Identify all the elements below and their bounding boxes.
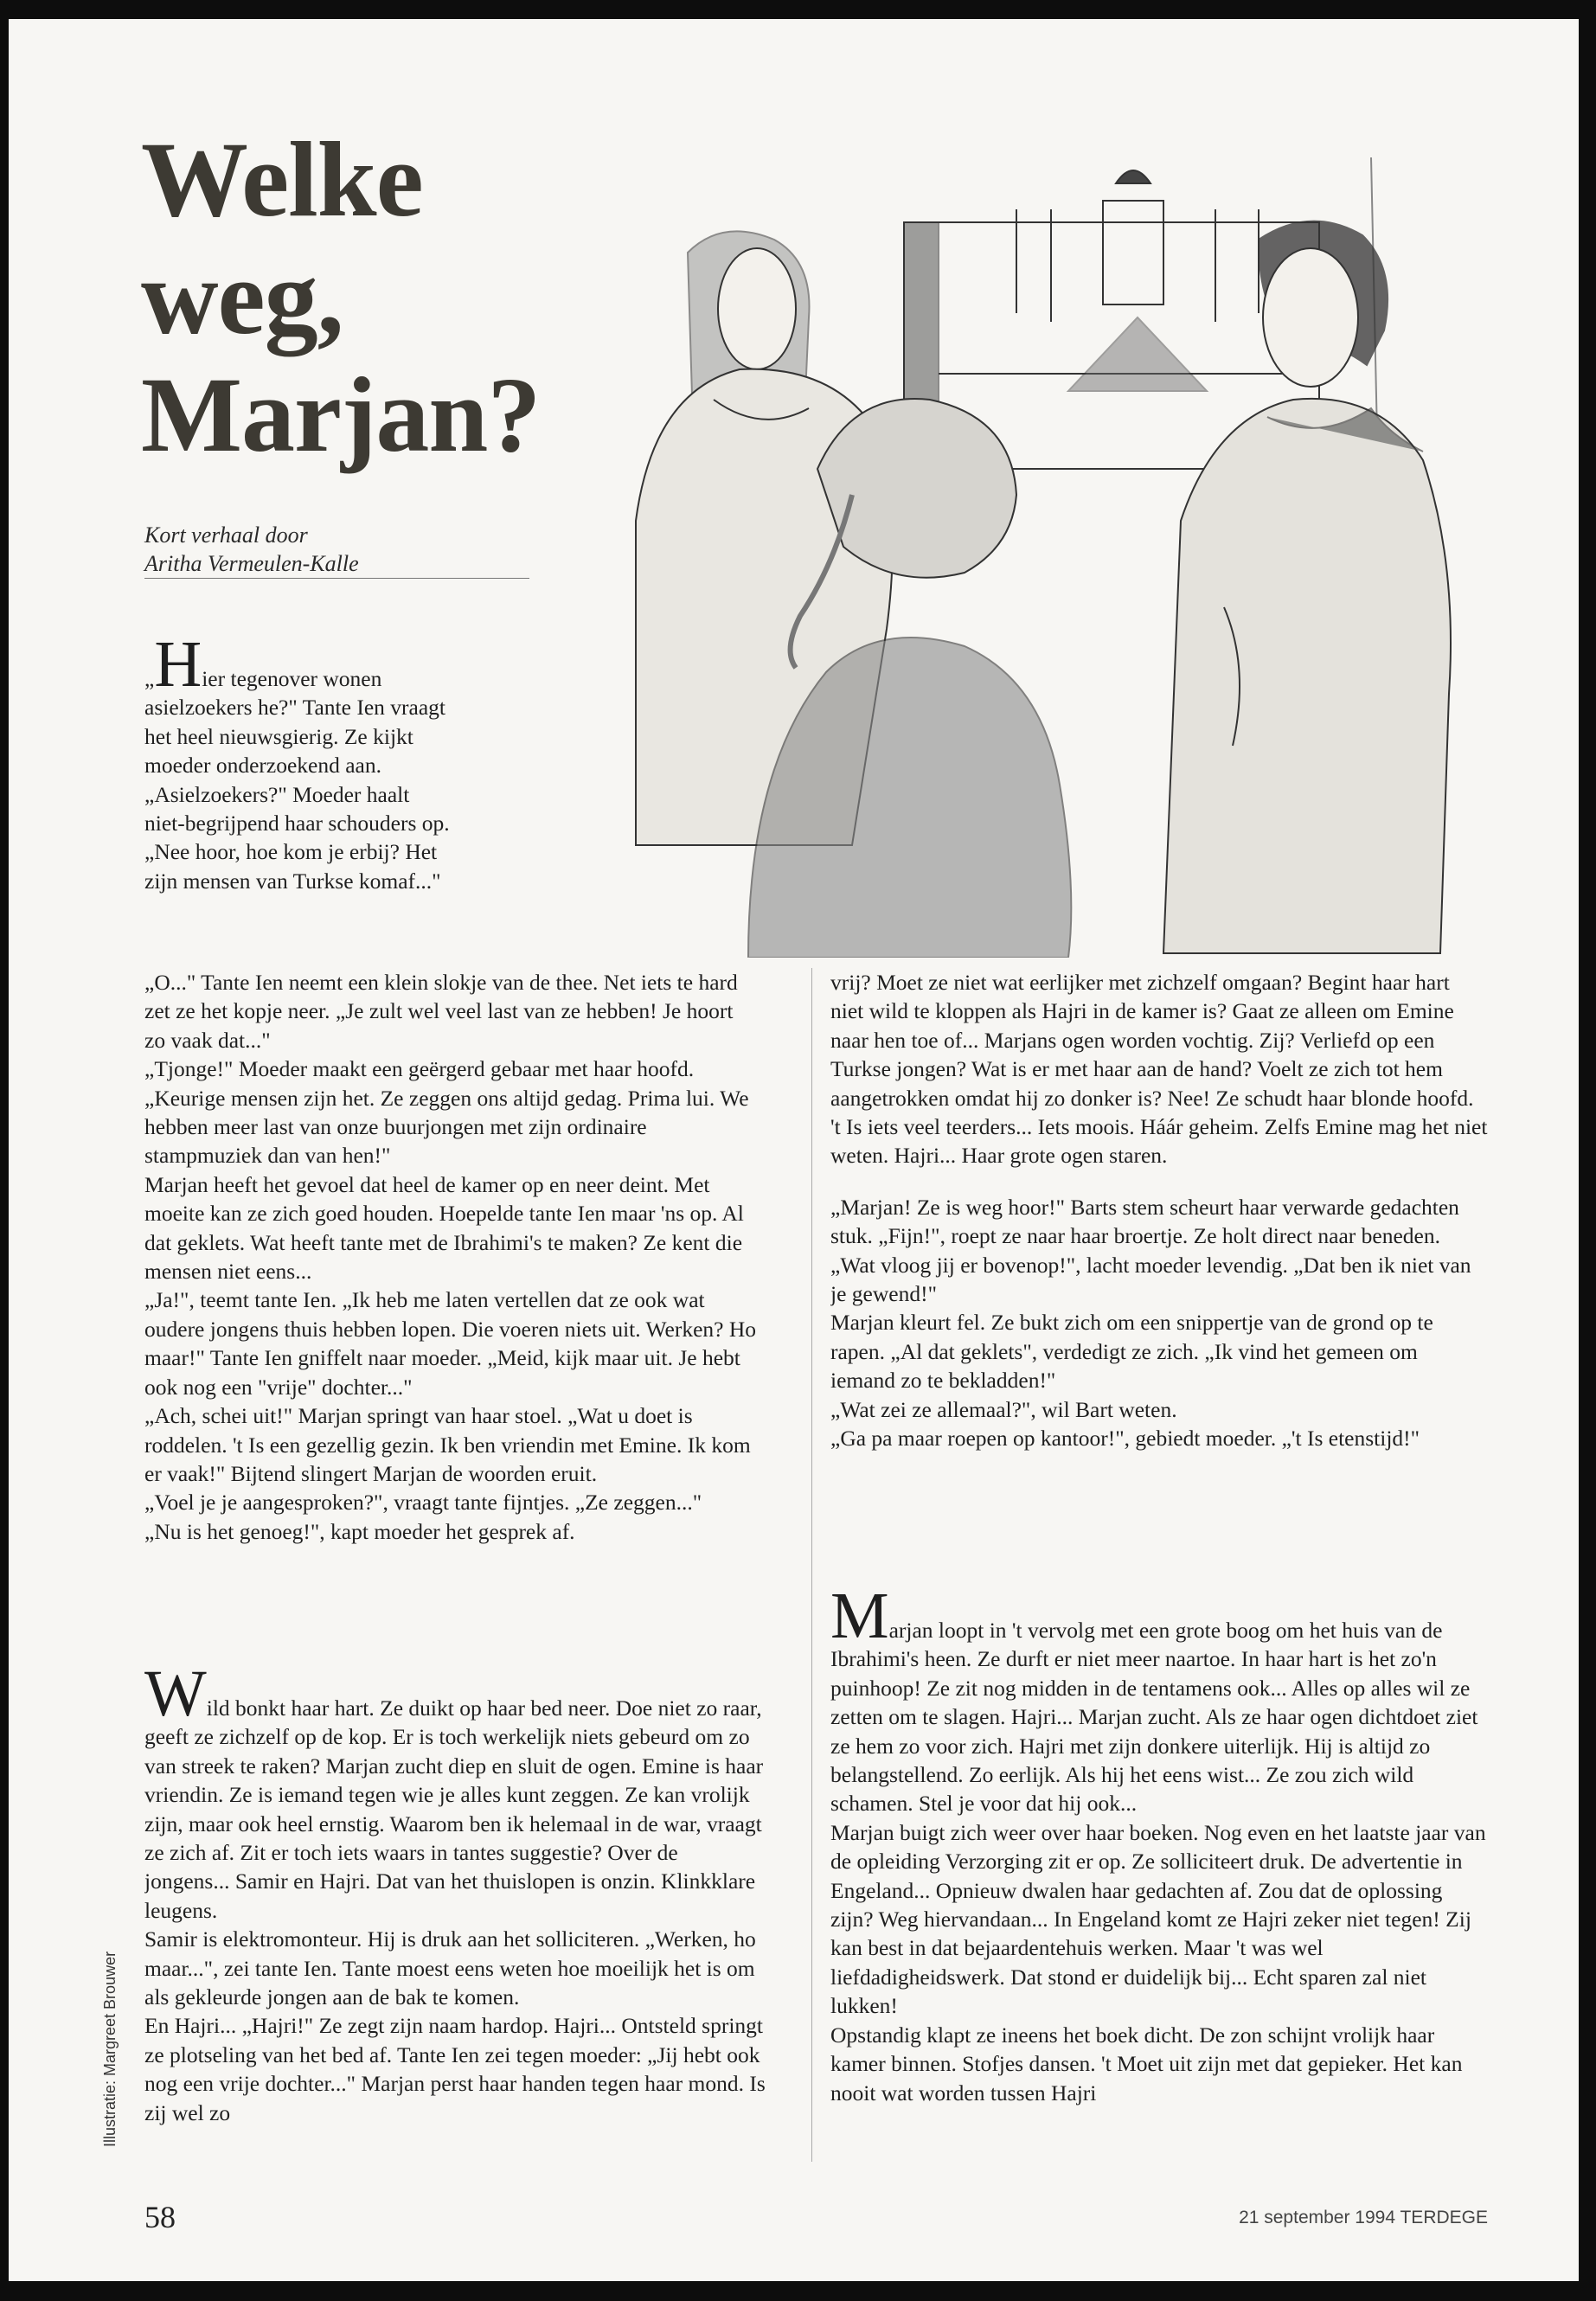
paragraph: Samir is elektromonteur. Hij is druk aan het solliciteren. „Werken, ho maar...", zei tante Ien. Tante moest eens weten hoe moeilijk het is om als gekleurde jongen aan de bak te komen.	[144, 1926, 756, 2010]
paragraph: „Wat vloog jij er bovenop!", lacht moeder levendig. „Dat ben ik niet van je gewend!"	[830, 1252, 1471, 1307]
byline	[144, 521, 359, 578]
woman-face	[718, 248, 796, 369]
paragraph: „Voel je je aangesproken?", vraagt tante fijntjes. „Ze zeggen..."	[144, 1490, 702, 1516]
paragraph: En Hajri... „Hajri!" Ze zegt zijn naam hardop. Hajri... Ontsteld springt ze plotseling van het bed af. Tante Ien zei tegen moeder: „Jij hebt ook nog een vrije dochter..." Marjan perst haar handen tegen haar mond. Is zij wel zo	[144, 2013, 766, 2125]
man-body	[1163, 399, 1451, 953]
paragraph: Wild bonkt haar hart. Ze duikt op haar bed neer. Doe niet zo raar, geeft ze zichzelf op de kop. Er is toch werkelijk niets gebeurd om zo van streek te raken? Marjan zucht diep en sluit de ogen. Emine is haar vriendin. Ze is iemand tegen wie je alles kunt zeggen. Ze kan vrolijk zijn, maar ook heel ernstig. Waarom ben ik helemaal in de war, vraagt ze zich af. Zit er toch iets waars in tantes suggestie? Over de jongens... Samir en Hajri. Dat van het thuislopen is onzin. Klinkklare leugens.	[144, 1671, 767, 1925]
page-number: 58	[144, 2200, 176, 2234]
paragraph: Marjan kleurt fel. Ze bukt zich om een snippertje van de grond op te rapen. „Al dat geklets", verdedigt ze zich. „Ik vind het gemeen om iemand zo te bekladden!"	[830, 1310, 1433, 1394]
tapestry-triangle	[1068, 317, 1207, 391]
paragraph: „Tjonge!" Moeder maakt een geërgerd gebaar met haar hoofd. „Keurige mensen zijn het. Ze zeggen ons altijd gedag. Prima lui. We hebben meer last van onze buurjongen met zijn ordinaire stampmuziek dan van hen!"	[144, 1056, 749, 1169]
column-1-dialogue	[144, 968, 759, 1677]
paragraph: „Hier tegenover wonen asielzoekers he?" Tante Ien vraagt het heel nieuwsgierig. Ze kijkt moeder onderzoekend aan. „Asielzoekers?" Moeder haalt niet-begrijpend haar schouders op. „Nee hoor, hoe kom je erbij? Het zijn mensen van Turkse komaf..."	[144, 642, 451, 895]
column-2-continuation	[830, 968, 1488, 1565]
pencil-sketch-three-figures	[619, 157, 1492, 958]
drop-cap: H	[154, 642, 202, 701]
column-divider	[811, 968, 812, 2162]
man-face	[1263, 248, 1358, 387]
tapestry-arch	[1103, 201, 1163, 304]
paragraph: „Ja!", teemt tante Ien. „Ik heb me laten vertellen dat ze ook wat oudere jongens thuis hebben lopen. Die voeren niets uit. Werken? Ho maar!" Tante Ien gniffelt naar moeder. „Meid, kijk maar uit. Je hebt ook nog een "vrije" dochter..."	[144, 1287, 757, 1400]
paragraph: Opstandig klapt ze ineens het boek dicht. De zon schijnt vrolijk haar kamer binnen. Stofjes dansen. 't Moet uit zijn met dat gepieker. Het kan nooit wat worden tussen Hajri	[830, 2022, 1463, 2106]
paragraph: „Ga pa maar roepen op kantoor!", gebiedt moeder. „'t Is etenstijd!"	[830, 1426, 1420, 1452]
column-2-section-3	[830, 1593, 1488, 2160]
girl-head	[817, 399, 1016, 578]
tapestry-crest	[1116, 170, 1151, 183]
column-1-section-2	[144, 1671, 767, 2160]
byline-line-2: Aritha Vermeulen-Kalle	[144, 551, 359, 576]
magazine-page	[9, 19, 1579, 2281]
paragraph: „Ach, schei uit!" Marjan springt van haar stoel. „Wat u doet is roddelen. 't Is een gezellig gezin. Ik ben vriendin met Emine. Ik kom er vaak!" Bijtend slingert Marjan de woorden eruit.	[144, 1403, 751, 1486]
paragraph: „O..." Tante Ien neemt een klein slokje van de thee. Net iets te hard zet ze het kopje neer. „Je zult wel veel last van ze hebben! Je hoort zo vaak dat..."	[144, 970, 738, 1053]
article-title	[141, 121, 540, 474]
drop-cap: M	[830, 1593, 889, 1652]
title-line-2: weg,	[141, 238, 343, 356]
paragraph: Marjan loopt in 't vervolg met een grote boog om het huis van de Ibrahimi's heen. Ze durft er niet meer naartoe. In haar hart is het zo'n puinhoop! Ze zit nog midden in de tentamens ook... Alles op alles wil ze zetten om te slagen. Hajri... Marjan zucht. Als ze haar ogen dichtdoet ziet ze hem zo voor zich. Hajri met zijn donkere uiterlijk. Hij is altijd zo belangstellend. Zo eerlijk. Als hij het eens wist... Ze zou zich wild schamen. Stel je voor dat hij ook...	[830, 1593, 1488, 1818]
byline-divider	[144, 578, 529, 579]
title-line-1: Welke	[141, 120, 423, 239]
paragraph: Marjan heeft het gevoel dat heel de kamer op en neer deint. Met moeite kan ze zich goed houden. Hoepelde tante Ien maar 'ns op. Al dat geklets. Wat heeft tante met de Ibrahimi's te maken? Ze kent die mensen niet eens...	[144, 1171, 744, 1285]
illustration-credit: Illustratie: Margreet Brouwer	[101, 1951, 119, 2147]
paragraph: „Marjan! Ze is weg hoor!" Barts stem scheurt haar verwarde gedachten stuk. „Fijn!", roept ze naar haar broertje. Ze holt direct naar beneden.	[830, 1194, 1459, 1249]
story-illustration	[619, 157, 1492, 958]
paragraph: „Nu is het genoeg!", kapt moeder het gesprek af.	[144, 1518, 575, 1544]
title-line-3: Marjan?	[141, 356, 541, 474]
drop-cap: W	[144, 1671, 207, 1730]
paragraph: „Wat zei ze allemaal?", wil Bart weten.	[830, 1396, 1177, 1422]
paragraph: Marjan buigt zich weer over haar boeken. Nog even en het laatste jaar van de opleiding Verzorging zit er op. Ze solliciteert druk. De advertentie in Engeland... Opnieuw dwalen haar gedachten af. Zou dat de oplossing zijn? Weg hiervandaan... In Engeland komt ze Hajri zeker niet tegen! Zij kan best in dat bejaardentehuis werken. Maar 't was wel liefdadigheidswerk. Dat stond er duidelijk bij... Echt sparen zal niet lukken!	[830, 1819, 1486, 2019]
column-1-intro	[144, 642, 451, 988]
paragraph: vrij? Moet ze niet wat eerlijker met zichzelf omgaan? Begint haar hart niet wild te kloppen als Hajri in de kamer is? Gaat ze alleen om Emine naar hen toe of... Marjans ogen worden vochtig. Zij? Verliefd op een Turkse jongen? Wat is er met haar aan de hand? Voelt ze zich tot hem aangetrokken omdat hij zo donker is? Nee! Ze schudt haar blonde hoofd. 't Is iets veel teerders... Iets moois. Háár geheim. Zelfs Emine mag het niet weten. Hajri... Haar grote ogen staren.	[830, 970, 1488, 1169]
byline-line-1: Kort verhaal door	[144, 522, 308, 548]
issue-date: 21 september 1994 TERDEGE	[1239, 2208, 1488, 2227]
